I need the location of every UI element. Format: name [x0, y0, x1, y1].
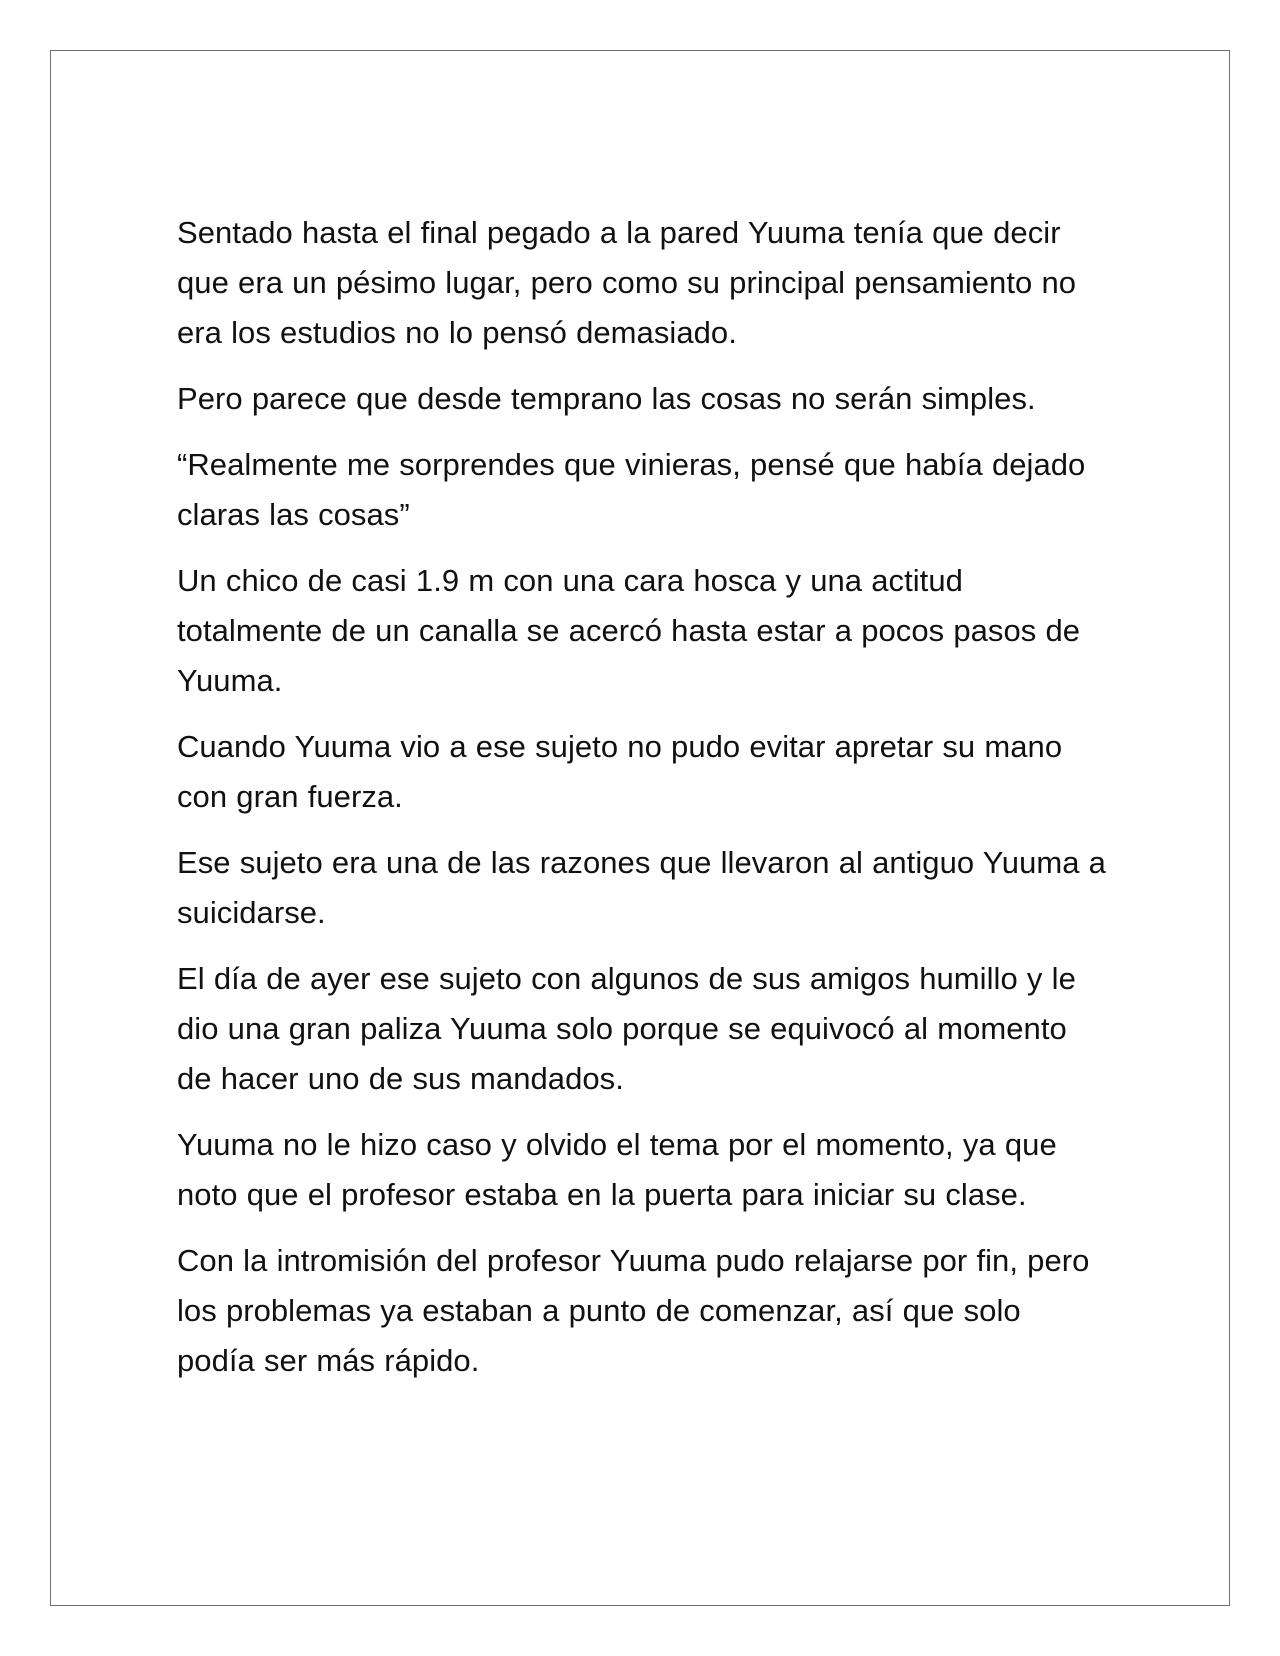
paragraph-3: “Realmente me sorprendes que vinieras, pensé que había dejado claras las cosas” — [177, 447, 1086, 532]
paragraph-9: Con la intromisión del profesor Yuuma pudo relajarse por fin, pero los problemas ya estaban a punto de comenzar, así que solo podía ser más rápido. — [177, 1243, 1090, 1378]
paragraph-1: Sentado hasta el final pegado a la pared Yuuma tenía que decir que era un pésimo lugar, pero como su principal pensamiento no era los estudios no lo pensó demasiado. — [177, 215, 1077, 350]
paragraph-5: Cuando Yuuma vio a ese sujeto no pudo evitar apretar su mano con gran fuerza. — [177, 729, 1063, 814]
paragraph-2: Pero parece que desde temprano las cosas no serán simples. — [177, 381, 1036, 416]
paragraph-4: Un chico de casi 1.9 m con una cara hosca y una actitud totalmente de un canalla se acercó hasta estar a pocos pasos de Yuuma. — [177, 563, 1081, 698]
paragraph-7: El día de ayer ese sujeto con algunos de sus amigos humillo y le dio una gran paliza Yuuma solo porque se equivocó al momento de hacer uno de sus mandados. — [177, 961, 1076, 1096]
paragraph-8: Yuuma no le hizo caso y olvido el tema por el momento, ya que noto que el profesor estaba en la puerta para iniciar su clase. — [177, 1127, 1057, 1212]
document-body — [177, 208, 1107, 1402]
paragraph-6: Ese sujeto era una de las razones que llevaron al antiguo Yuuma a suicidarse. — [177, 845, 1106, 930]
